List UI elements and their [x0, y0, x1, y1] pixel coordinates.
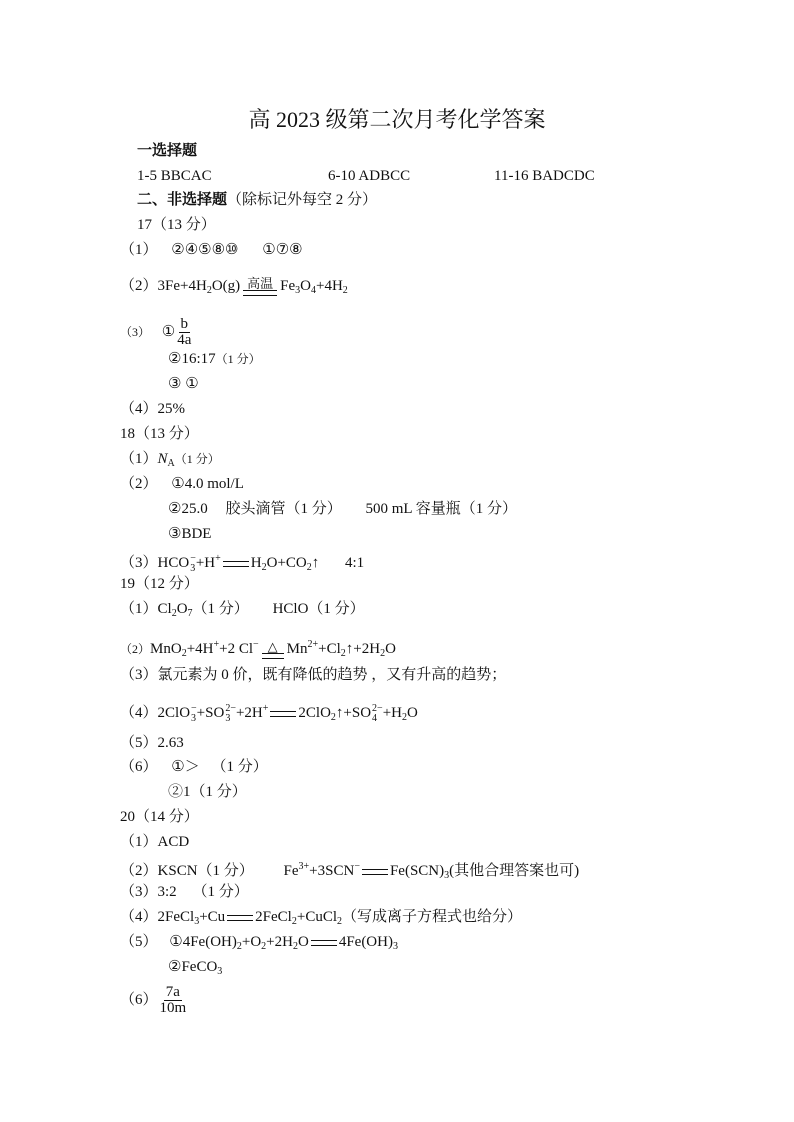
section-nonchoice-note: （除标记外每空 2 分） [227, 192, 378, 208]
q19-part4-water: +H [382, 705, 402, 721]
q17-part3-circle1: ① [161, 324, 176, 340]
q20-part2: （2）KSCN（1 分） $Fe^{3+}+3SCN^-$ $Fe(SCN)_3$(其他合理答案也可) [120, 861, 580, 881]
q20-part3-ratio: 3:2 [157, 884, 177, 900]
choice-answers-11-16: 11-16 BADCDC [494, 168, 595, 184]
q20-part4-number: （4） [120, 909, 158, 925]
q18-part2-dropper: 胶头滴管（1 分） [225, 501, 342, 517]
q19-part2: （2）MnO$_2$+4H++2 Cl− △ $Mn^{2+}+Cl_2↑+2H_2O$ [120, 639, 396, 659]
q19-part4-clo2: 2ClO [298, 705, 331, 721]
q17-part4: （4）25% [120, 401, 185, 417]
q17-part2-lhs: 3Fe+4H [157, 278, 207, 294]
q19-part6 [120, 758, 268, 776]
q20-part4-fecl2: 2FeCl [255, 909, 292, 925]
q20-part1: （1）ACD [120, 834, 190, 850]
equals-sign [311, 940, 337, 946]
q20-part2-number: （2） [120, 863, 158, 879]
q20-part4-cu: +Cu [199, 909, 226, 925]
q17-part3-number: （3） [120, 325, 151, 339]
q20-part2-product: Fe(SCN) [389, 863, 445, 879]
q19-part4-chlorate: 2ClO [157, 705, 191, 721]
q19-part1-answer-b: HClO（1 分） [272, 601, 365, 617]
q20-part5-feoh2: ①4Fe(OH) [169, 934, 237, 950]
q17-header: 17（13 分） [137, 217, 216, 233]
q19-part6-score: （1 分） [211, 759, 268, 775]
q20-part5-o: O [297, 934, 309, 950]
q18-part2 [120, 475, 244, 493]
fraction-numerator: b [180, 316, 189, 333]
q19-part2-hplus: +4H [186, 641, 214, 657]
q20-part6-number: （6） [120, 992, 158, 1008]
fraction-denominator: 10m [159, 1000, 187, 1017]
q18-part3-ratio: 4:1 [345, 555, 365, 571]
q20-part5-o2: +O [241, 934, 262, 950]
q19-part1-cl: Cl [157, 601, 172, 617]
q18-part2-answer1: ①4.0 mol/L [171, 476, 244, 492]
q19-part2-mno: MnO [150, 641, 182, 657]
q19-part2-mn: Mn [286, 641, 308, 657]
q19-part1-score: （1 分） [192, 601, 249, 617]
q18-part3-bicarbonate: HCO [157, 555, 190, 571]
q19-part2-cl2: +Cl [318, 641, 341, 657]
q19-part4: （4）2ClO − 3 +SO 2− 3 +2H+ 2ClO$_2$↑+SO 2− 4 $+H_2O$ [120, 702, 418, 724]
section-nonchoice-label: 二、非选择题 [137, 192, 228, 208]
q19-part2-cl: +2 Cl [219, 641, 254, 657]
q20-part2-reagent: KSCN（1 分） [157, 863, 254, 879]
equals-sign [223, 561, 249, 567]
q17-part3-answer3: ③ ① [168, 376, 199, 392]
q20-part6 [120, 983, 188, 1017]
q18-part3-water-h: H [250, 555, 262, 571]
reaction-condition-arrow [243, 277, 277, 296]
q18-part1-number: （1） [120, 451, 158, 467]
q19-part5: （5）2.63 [120, 735, 184, 751]
q17-part2-number: （2） [120, 278, 158, 294]
q18-part2-volume: ②25.0 [168, 501, 208, 517]
q20-part5-feco: ②FeCO [168, 959, 218, 975]
q17-part2-rhs-o: O [300, 278, 311, 294]
q19-part6-answer2: ②1（1 分） [168, 784, 247, 800]
q18-part2-answer3: ③BDE [168, 526, 212, 542]
q18-part3-hplus: +H [195, 555, 216, 571]
q19-part2-water: ↑+2H [345, 641, 381, 657]
equals-sign [362, 869, 388, 875]
q17-part1-answer-a: ②④⑤⑧⑩ [171, 242, 239, 258]
q18-header: 18（13 分） [120, 426, 199, 442]
q19-part2-o: O [385, 641, 396, 657]
q17-part2-rhs-h: +4H [315, 278, 343, 294]
gas-arrow: ↑ [311, 555, 320, 571]
choice-answers-6-10: 6-10 ADBCC [328, 168, 411, 184]
q17-part3-ratio: ②16:17 [168, 351, 216, 367]
q18-part3-number: （3） [120, 555, 158, 571]
q17-part2-lhs-state: O(g) [211, 278, 241, 294]
q19-part2-number: （2） [120, 642, 151, 656]
q19-part3: （3）氯元素为 0 价，既有降低的趋势 ，又有升高的趋势； [120, 667, 507, 683]
q20-header: 20（14 分） [120, 809, 199, 825]
q18-part1-score: （1 分） [174, 452, 220, 466]
q20-part5-water: +2H [266, 934, 293, 950]
q20-part3-number: （3） [120, 884, 158, 900]
q20-part4-fecl3: 2FeCl [157, 909, 195, 925]
section-nonchoice-heading [137, 191, 377, 209]
q18-part1 [120, 450, 220, 473]
q18-part3: （3）HCO − 3 +H+ $H_2O+CO_2↑$ 4:1 [120, 552, 365, 574]
q20-part4: （4）2FeCl$_3$+Cu 2FeCl$_2$+CuCl$_2$（写成离子方程式也给分） [120, 909, 523, 927]
q18-part2-row2 [168, 500, 517, 518]
q17-part3-score: （1 分） [215, 352, 261, 366]
fraction-denominator: 4a [177, 332, 192, 349]
q20-part4-note: （写成离子方程式也给分） [342, 909, 523, 925]
q17-part1-answer-b: ①⑦⑧ [262, 242, 303, 258]
q19-part4-number: （4） [120, 705, 158, 721]
condition-label: 高温 [247, 276, 274, 292]
q20-part5-feoh3: 4Fe(OH) [338, 934, 393, 950]
q17-part3 [120, 315, 193, 349]
heating-symbol: △ [267, 639, 278, 655]
q19-part6-number: （6） [120, 759, 158, 775]
fraction-numerator: 7a [165, 984, 180, 1001]
q18-part2-flask: 500 mL 容量瓶（1 分） [365, 501, 517, 517]
q19-part1-number: （1） [120, 601, 158, 617]
fraction-7a-over-10m [158, 985, 189, 1016]
q20-part5-answer2: ②FeCO$_3$ [168, 959, 223, 977]
fraction-b-over-4a [175, 317, 193, 348]
q19-part4-sulfite: +SO [196, 705, 225, 721]
document-title: 高 2023 级第二次月考化学答案 [248, 107, 546, 132]
q20-part4-cucl2: +CuCl [296, 909, 337, 925]
q19-part4-o: O [406, 705, 418, 721]
q17-part2: $(2)3Fe+4H_2O(g)$ 高温 $Fe_3O_4+4H_2$ [120, 276, 348, 296]
q17-part2-rhs-fe: Fe [280, 278, 296, 294]
q18-part3-co: O+CO [266, 555, 307, 571]
section-choice-heading: 一选择题 [137, 143, 198, 159]
q20-part3-score: （1 分） [192, 884, 249, 900]
q18-part2-number: （2） [120, 476, 158, 492]
q19-part4-sulfate: ↑+SO [335, 705, 372, 721]
q19-part6-answer1: ①＞ [171, 759, 200, 775]
q20-part5-number: （5） [120, 934, 158, 950]
q17-part3-answer2 [168, 350, 261, 368]
q20-part5: （5） $①4Fe(OH)_2+O_2+2H_2O$ $4Fe(OH)_3$ [120, 934, 398, 952]
q20-part3 [120, 883, 249, 901]
choice-answers-1-5: 1-5 BBCAC [137, 168, 212, 184]
equals-sign [227, 915, 253, 921]
q20-part2-fe: Fe [283, 863, 299, 879]
avogadro-symbol: N [157, 451, 168, 467]
q19-part4-hplus: +2H [235, 705, 263, 721]
heating-arrow [262, 640, 284, 659]
q20-part2-note: (其他合理答案也可) [449, 863, 580, 879]
q19-header: 19（12 分） [120, 576, 199, 592]
q17-part1 [120, 241, 303, 259]
equals-sign [270, 711, 296, 717]
q17-part1-number: （1） [120, 242, 158, 258]
q20-part2-scn: +3SCN [309, 863, 355, 879]
q19-part1: $(1)Cl_2O_7(1$ 分） HClO（1 分） [120, 601, 365, 619]
q19-part1-o: O [176, 601, 188, 617]
avogadro-subscript: A [167, 458, 175, 469]
